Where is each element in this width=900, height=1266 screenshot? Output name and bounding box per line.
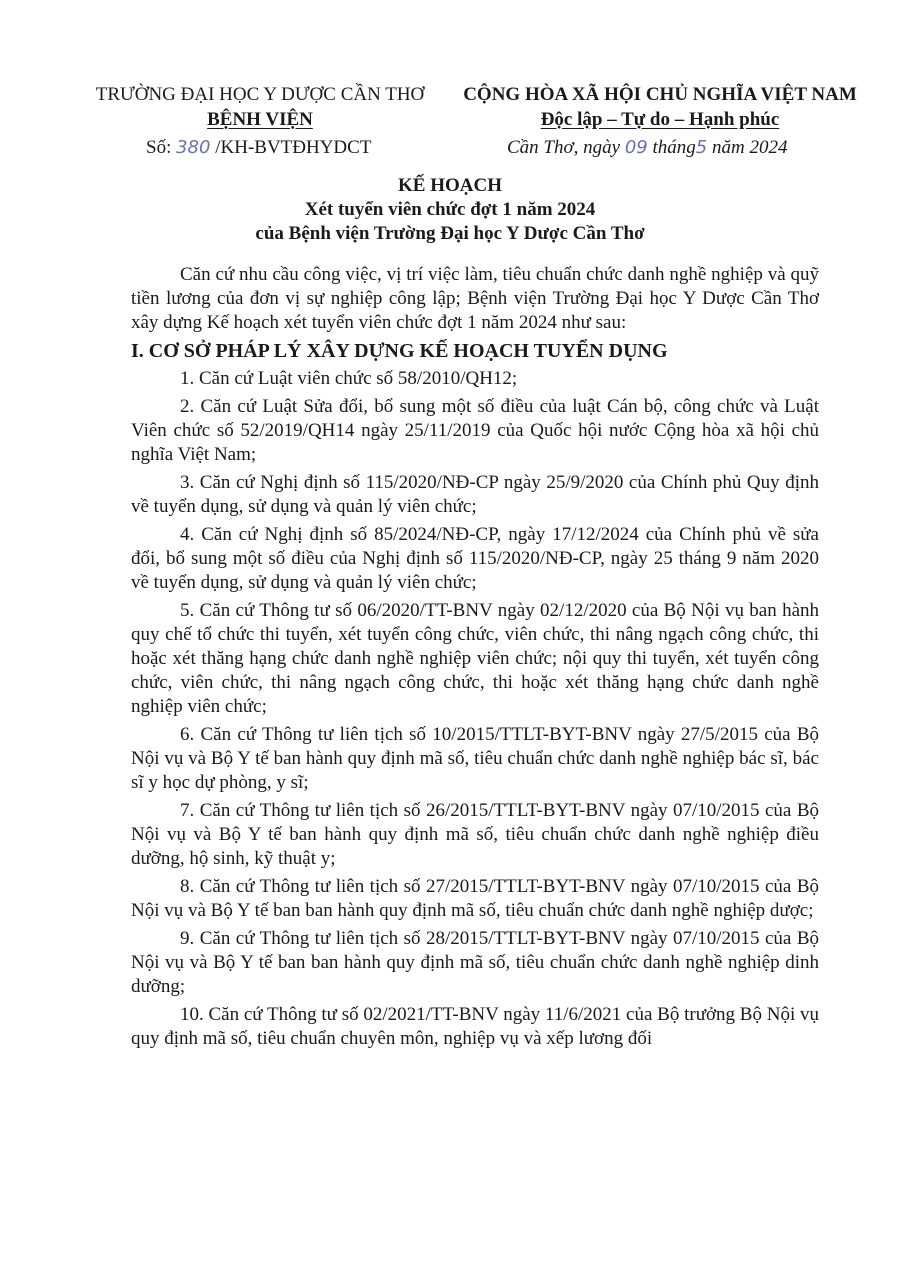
title-line-2: của Bệnh viện Trường Đại học Y Dược Cần Thơ — [255, 223, 645, 244]
legal-basis-item: 9. Căn cứ Thông tư liên tịch số 28/2015/TTLT-BYT-BNV ngày 07/10/2015 của Bộ Nội vụ và Bộ Y tế ban ban hành quy định mã số, tiêu chuẩn chức danh nghề nghiệp dinh dưỡng; — [131, 928, 819, 997]
section-heading: I. CƠ SỞ PHÁP LÝ XÂY DỰNG KẾ HOẠCH TUYỂN DỤNG — [131, 340, 668, 362]
document-title — [0, 174, 900, 246]
legal-basis-item: 10. Căn cứ Thông tư số 02/2021/TT-BNV ngày 11/6/2021 của Bộ trưởng Bộ Nội vụ quy định mã số, tiêu chuẩn chuyên môn, nghiệp vụ và xếp lương đối — [131, 1004, 819, 1049]
legal-basis-item: 2. Căn cứ Luật Sửa đổi, bổ sung một số điều của luật Cán bộ, công chức và Luật Viên chức số 52/2019/QH14 ngày 25/11/2019 của Quốc hội nước Cộng hòa xã hội chủ nghĩa Việt Nam; — [131, 396, 819, 465]
legal-basis-item: 4. Căn cứ Nghị định số 85/2024/NĐ-CP, ngày 17/12/2024 của Chính phủ về sửa đổi, bổ sung một số điều của Nghị định số 115/2020/NĐ-CP, ngày 25 tháng 9 năm 2020 về tuyển dụng, sử dụng và quản lý viên chức; — [131, 524, 819, 593]
number-suffix: /KH-BVTĐHYDCT — [215, 137, 372, 158]
legal-basis-item: 8. Căn cứ Thông tư liên tịch số 27/2015/TTLT-BYT-BNV ngày 07/10/2015 của Bộ Nội vụ và Bộ Y tế ban ban hành quy định mã số, tiêu chuẩn chức danh nghề nghiệp dược; — [131, 876, 819, 921]
handwritten-month: 5 — [695, 137, 708, 158]
title-line-1: Xét tuyển viên chức đợt 1 năm 2024 — [304, 199, 596, 220]
issuing-organization — [80, 82, 440, 132]
number-prefix: Số: — [146, 137, 172, 158]
handwritten-number: 380 — [176, 137, 211, 158]
document-body — [131, 263, 819, 1055]
legal-basis-item: 6. Căn cứ Thông tư liên tịch số 10/2015/TTLT-BYT-BNV ngày 27/5/2015 của Bộ Nội vụ và Bộ Y tế ban hành quy định mã số, tiêu chuẩn chức danh nghề nghiệp bác sĩ, bác sĩ y học dự phòng, y sĩ; — [131, 724, 819, 793]
legal-basis-item: 1. Căn cứ Luật viên chức số 58/2010/QH12; — [180, 368, 518, 389]
national-motto: Độc lập – Tự do – Hạnh phúc — [540, 109, 780, 130]
document-type: KẾ HOẠCH — [398, 175, 502, 196]
issue-date — [507, 137, 787, 159]
date-year: năm 2024 — [711, 137, 788, 158]
handwritten-day: 09 — [624, 137, 648, 158]
document-number — [146, 137, 371, 159]
legal-basis-item: 7. Căn cứ Thông tư liên tịch số 26/2015/TTLT-BYT-BNV ngày 07/10/2015 của Bộ Nội vụ và Bộ Y tế ban hành quy định mã số, tiêu chuẩn chức danh nghề nghiệp điều dưỡng, hộ sinh, kỹ thuật y; — [131, 800, 819, 869]
legal-basis-item: 3. Căn cứ Nghị định số 115/2020/NĐ-CP ngày 25/9/2020 của Chính phủ Quy định về tuyển dụng, sử dụng và quản lý viên chức; — [131, 472, 819, 517]
national-heading — [440, 82, 880, 132]
legal-basis-item: 5. Căn cứ Thông tư số 06/2020/TT-BNV ngày 02/12/2020 của Bộ Nội vụ ban hành quy chế tổ chức thi tuyển, xét tuyển công chức, viên chức, thi nâng ngạch công chức, thi hoặc xét thăng hạng chức danh nghề nghiệp viên chức; nội quy thi tuyển, xét tuyển công chức, viên chức, thi nâng ngạch công chức, thi hoặc xét thăng hạng chức danh nghề nghiệp viên chức; — [131, 600, 819, 717]
date-month-label: tháng — [652, 137, 696, 158]
country-name: CỘNG HÒA XÃ HỘI CHỦ NGHĨA VIỆT NAM — [463, 84, 857, 105]
parent-organization-name: TRƯỜNG ĐẠI HỌC Y DƯỢC CẦN THƠ — [95, 84, 425, 105]
date-place: Cần Thơ, ngày — [507, 137, 621, 158]
intro-paragraph: Căn cứ nhu cầu công việc, vị trí việc làm, tiêu chuẩn chức danh nghề nghiệp và quỹ tiền lương của đơn vị sự nghiệp công lập; Bệnh viện Trường Đại học Y Dược Cần Thơ xây dựng Kế hoạch xét tuyển viên chức đợt 1 năm 2024 như sau: — [131, 264, 819, 333]
unit-name: BỆNH VIỆN — [207, 109, 313, 130]
